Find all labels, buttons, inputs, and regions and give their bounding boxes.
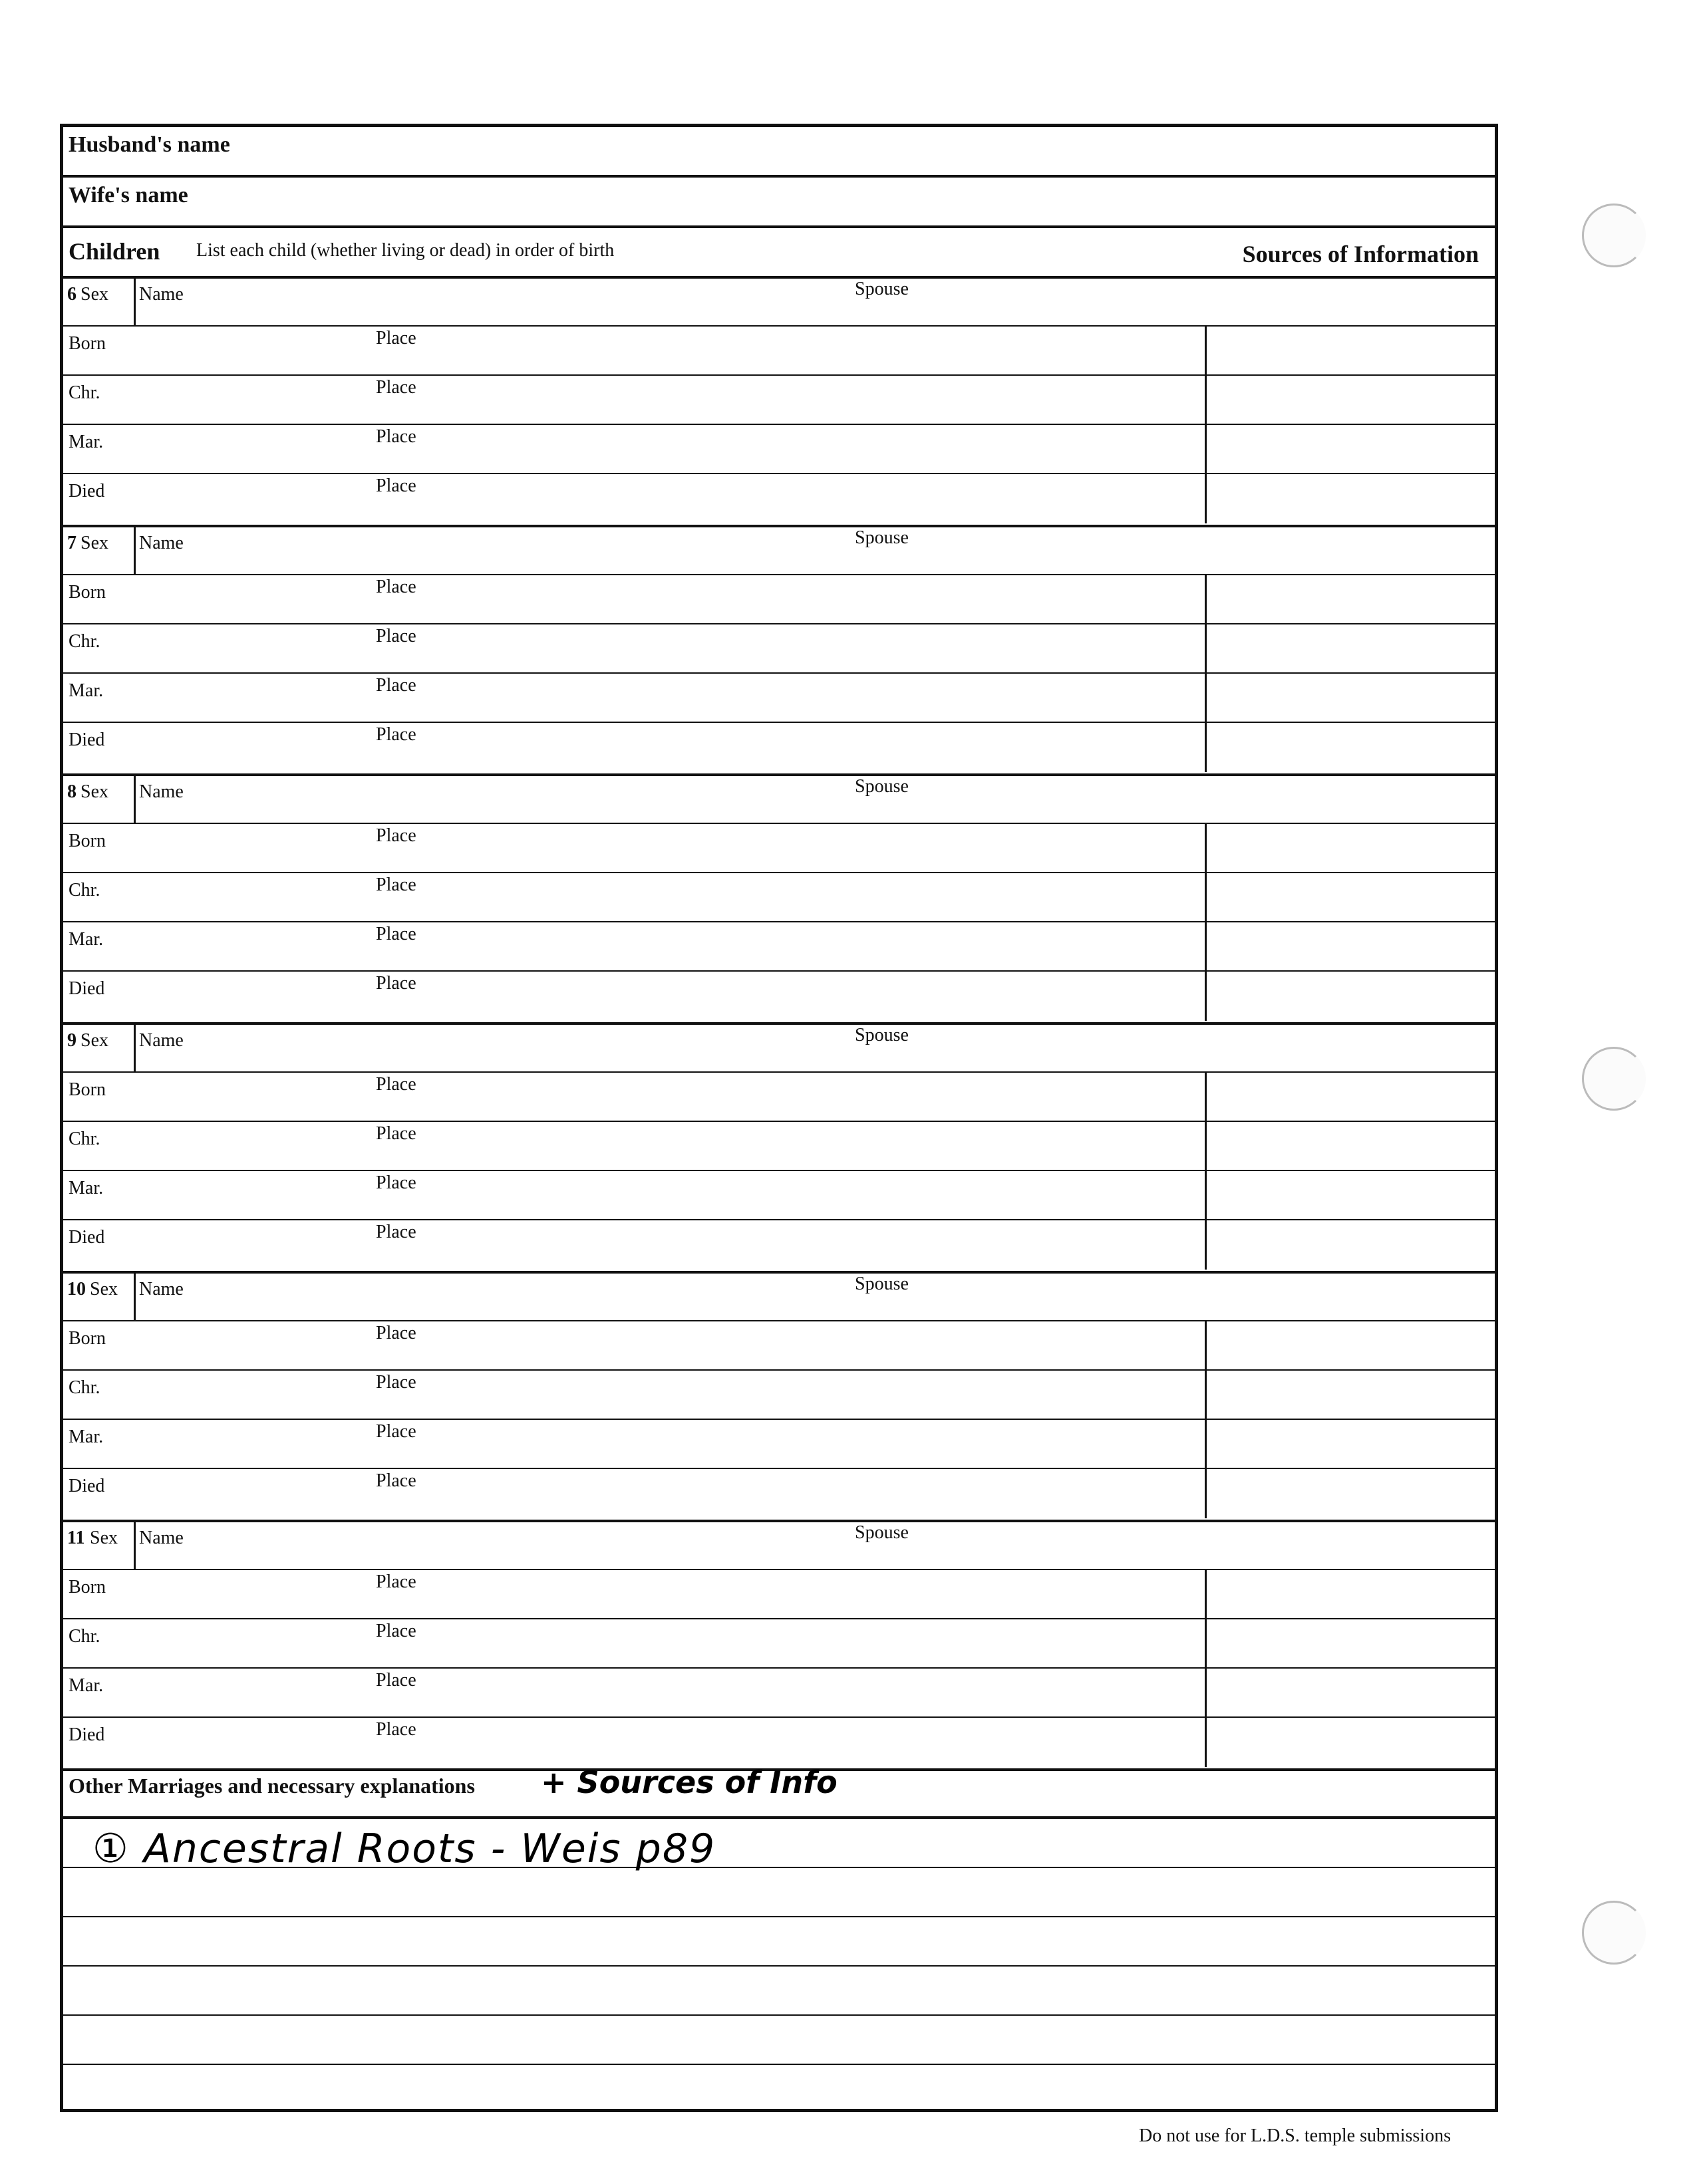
place-label: Place: [376, 377, 416, 398]
wife-row: [63, 178, 1495, 228]
spouse-label: Spouse: [855, 1522, 909, 1543]
sex-label: Sex: [80, 1030, 108, 1051]
place-label: Place: [376, 577, 416, 597]
event-row: [63, 474, 1495, 523]
event-label: Mar.: [69, 1427, 104, 1447]
other-marriages-handwriting: + Sources of Info: [541, 1764, 838, 1800]
source-divider: [1205, 1321, 1207, 1369]
note-line: [63, 2065, 1495, 2114]
place-label: Place: [376, 1222, 416, 1242]
binder-hole-bottom: [1582, 1901, 1646, 1965]
event-label: Died: [69, 1724, 105, 1745]
notes-area: [63, 1819, 1495, 2109]
place-label: Place: [376, 426, 416, 447]
event-row: [63, 1073, 1495, 1122]
source-divider: [1205, 873, 1207, 921]
source-divider: [1205, 674, 1207, 722]
source-divider: [1205, 575, 1207, 623]
source-divider: [1205, 1420, 1207, 1468]
place-label: Place: [376, 1421, 416, 1442]
event-label: Chr.: [69, 880, 100, 900]
event-row: [63, 972, 1495, 1021]
source-divider: [1205, 474, 1207, 523]
name-divider: [134, 527, 136, 574]
note-line: [63, 1967, 1495, 2016]
event-row: [63, 1420, 1495, 1469]
note-line: [63, 2016, 1495, 2065]
place-label: Place: [376, 924, 416, 944]
source-divider: [1205, 1570, 1207, 1618]
source-divider: [1205, 624, 1207, 672]
spouse-label: Spouse: [855, 279, 909, 299]
child-header-row: [63, 776, 1495, 824]
source-divider: [1205, 824, 1207, 872]
name-divider: [134, 279, 136, 325]
event-label: Born: [69, 1328, 106, 1349]
event-label: Died: [69, 978, 105, 999]
event-label: Mar.: [69, 929, 104, 950]
event-row: [63, 327, 1495, 376]
spouse-label: Spouse: [855, 776, 909, 797]
sex-label: Sex: [80, 533, 108, 553]
place-label: Place: [376, 1571, 416, 1592]
name-label: Name: [139, 1279, 184, 1299]
event-row: [63, 376, 1495, 425]
name-divider: [134, 776, 136, 823]
place-label: Place: [376, 1670, 416, 1691]
other-marriages-header: [63, 1764, 1495, 1819]
event-label: Chr.: [69, 631, 100, 652]
event-row: [63, 1171, 1495, 1220]
children-header: [63, 228, 1495, 279]
event-row: [63, 1669, 1495, 1718]
event-label: Died: [69, 481, 105, 501]
note-line: [63, 1917, 1495, 1967]
child-block: [63, 527, 1495, 776]
event-row: [63, 1469, 1495, 1518]
event-label: Born: [69, 333, 106, 354]
event-label: Mar.: [69, 1675, 104, 1696]
child-number: 8: [67, 781, 77, 802]
child-header-row: [63, 1522, 1495, 1570]
sex-label: Sex: [80, 781, 108, 802]
binder-hole-top: [1582, 204, 1646, 267]
footer-note: Do not use for L.D.S. temple submissions: [1139, 2125, 1451, 2146]
other-marriages-label: Other Marriages and necessary explanations: [69, 1774, 475, 1798]
source-divider: [1205, 1718, 1207, 1767]
event-label: Mar.: [69, 1178, 104, 1198]
husband-label: Husband's name: [69, 132, 230, 157]
event-row: [63, 1371, 1495, 1420]
name-divider: [134, 1025, 136, 1071]
event-row: [63, 723, 1495, 772]
husband-row: [63, 127, 1495, 178]
wife-label: Wife's name: [69, 183, 188, 207]
spouse-label: Spouse: [855, 527, 909, 548]
source-divider: [1205, 327, 1207, 374]
source-divider: [1205, 1171, 1207, 1219]
name-label: Name: [139, 284, 184, 305]
event-label: Chr.: [69, 382, 100, 403]
source-divider: [1205, 1469, 1207, 1518]
event-label: Mar.: [69, 432, 104, 452]
children-note: List each child (whether living or dead) in order of birth: [196, 240, 615, 261]
event-row: [63, 922, 1495, 972]
place-label: Place: [376, 1621, 416, 1641]
place-label: Place: [376, 1123, 416, 1144]
place-label: Place: [376, 328, 416, 348]
place-label: Place: [376, 1172, 416, 1193]
place-label: Place: [376, 675, 416, 696]
event-row: [63, 1321, 1495, 1371]
child-block: [63, 1274, 1495, 1522]
source-divider: [1205, 922, 1207, 970]
event-label: Born: [69, 1079, 106, 1100]
child-header-row: [63, 1274, 1495, 1321]
child-block: [63, 279, 1495, 527]
source-divider: [1205, 972, 1207, 1021]
source-divider: [1205, 376, 1207, 424]
event-label: Died: [69, 1227, 105, 1248]
child-block: [63, 1522, 1495, 1771]
child-block: [63, 776, 1495, 1025]
child-header-row: [63, 527, 1495, 575]
name-label: Name: [139, 781, 184, 802]
event-label: Chr.: [69, 1626, 100, 1647]
event-row: [63, 575, 1495, 624]
event-label: Mar.: [69, 680, 104, 701]
place-label: Place: [376, 875, 416, 895]
child-block: [63, 1025, 1495, 1274]
sex-label: Sex: [90, 1528, 118, 1548]
sex-label: Sex: [80, 284, 108, 305]
spouse-label: Spouse: [855, 1025, 909, 1045]
note-handwriting: ① Ancestral Roots - Weis p89: [92, 1826, 716, 1872]
source-divider: [1205, 1669, 1207, 1716]
child-number: 10: [67, 1279, 86, 1299]
child-number: 6: [67, 284, 77, 305]
binder-hole-middle: [1582, 1047, 1646, 1111]
event-row: [63, 1220, 1495, 1270]
source-divider: [1205, 1073, 1207, 1121]
event-row: [63, 425, 1495, 474]
event-label: Chr.: [69, 1129, 100, 1149]
place-label: Place: [376, 1719, 416, 1740]
event-label: Born: [69, 582, 106, 603]
event-row: [63, 1718, 1495, 1767]
child-number: 11: [67, 1528, 85, 1548]
source-divider: [1205, 1371, 1207, 1419]
event-row: [63, 1570, 1495, 1619]
name-divider: [134, 1274, 136, 1320]
child-number: 9: [67, 1030, 77, 1051]
event-row: [63, 1619, 1495, 1669]
note-line: [63, 1868, 1495, 1917]
place-label: Place: [376, 1470, 416, 1491]
child-number: 7: [67, 533, 77, 553]
event-label: Born: [69, 831, 106, 851]
spouse-label: Spouse: [855, 1274, 909, 1294]
place-label: Place: [376, 973, 416, 994]
event-row: [63, 624, 1495, 674]
source-divider: [1205, 1122, 1207, 1170]
sources-label: Sources of Information: [1242, 241, 1479, 267]
place-label: Place: [376, 1323, 416, 1343]
name-label: Name: [139, 1528, 184, 1548]
source-divider: [1205, 425, 1207, 473]
event-row: [63, 674, 1495, 723]
place-label: Place: [376, 626, 416, 646]
family-group-form: [60, 124, 1498, 2112]
place-label: Place: [376, 724, 416, 745]
event-row: [63, 873, 1495, 922]
note-line: [63, 1819, 1495, 1872]
event-label: Died: [69, 1476, 105, 1496]
source-divider: [1205, 1220, 1207, 1270]
place-label: Place: [376, 1074, 416, 1095]
event-row: [63, 1122, 1495, 1171]
source-divider: [1205, 1619, 1207, 1667]
sex-label: Sex: [90, 1279, 118, 1299]
event-label: Born: [69, 1577, 106, 1597]
child-header-row: [63, 1025, 1495, 1073]
name-label: Name: [139, 533, 184, 553]
event-label: Chr.: [69, 1377, 100, 1398]
event-label: Died: [69, 730, 105, 750]
name-label: Name: [139, 1030, 184, 1051]
children-label: Children: [69, 238, 160, 265]
place-label: Place: [376, 825, 416, 846]
child-header-row: [63, 279, 1495, 327]
place-label: Place: [376, 1372, 416, 1393]
event-row: [63, 824, 1495, 873]
place-label: Place: [376, 476, 416, 496]
name-divider: [134, 1522, 136, 1569]
source-divider: [1205, 723, 1207, 772]
